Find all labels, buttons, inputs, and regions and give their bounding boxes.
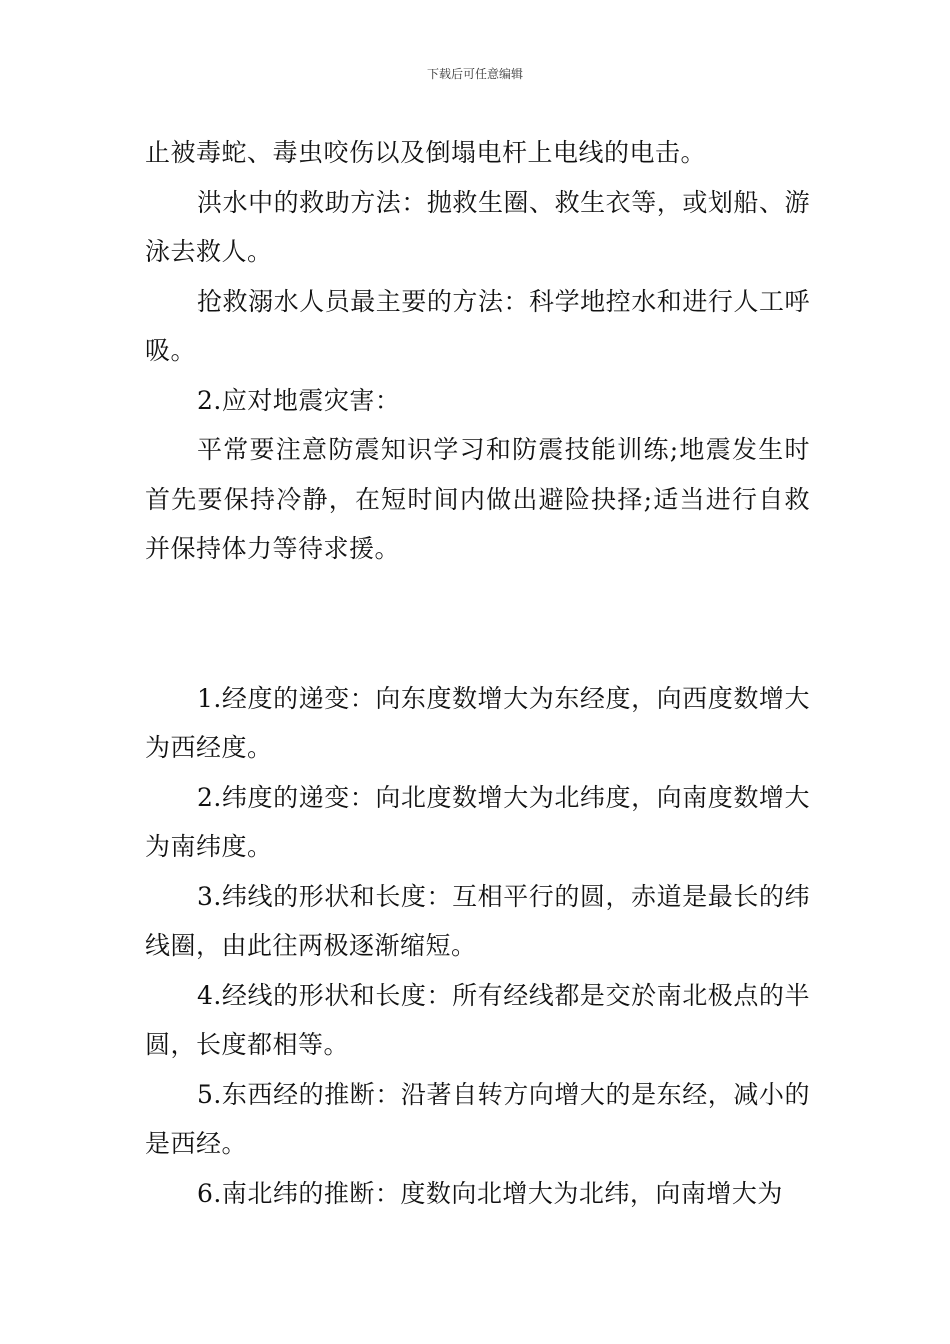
section-gap (145, 574, 810, 674)
paragraph-north-south-latitude: 6.南北纬的推断：度数向北增大为北纬，向南增大为 (197, 1178, 783, 1208)
paragraph-continuation: 止被毒蛇、毒虫咬伤以及倒塌电杆上电线的电击。 (145, 138, 707, 167)
paragraph-latitude-change: 2.纬度的递变：向北度数增大为北纬度，向南度数增大为南纬度。 (145, 782, 810, 861)
paragraph-earthquake-heading: 2.应对地震灾害： (197, 385, 401, 415)
paragraph-meridian-shape: 4.经线的形状和长度：所有经线都是交於南北极点的半圆，长度都相等。 (145, 980, 810, 1059)
paragraph-drowning-rescue: 抢救溺水人员最主要的方法：科学地控水和进行人工呼吸。 (145, 286, 810, 365)
paragraph-parallel-shape: 3.纬线的形状和长度：互相平行的圆，赤道是最长的纬线圈，由此往两极逐渐缩短。 (145, 881, 810, 960)
paragraph-earthquake-advice: 平常要注意防震知识学习和防震技能训练;地震发生时首先要保持冷静，在短时间内做出避险抉择;适当进行自救并保持体力等待求援。 (145, 435, 810, 563)
paragraph-flood-rescue: 洪水中的救助方法：抛救生圈、救生衣等，或划船、游泳去救人。 (145, 187, 810, 266)
page-header: 下载后可任意编辑 (426, 67, 523, 81)
paragraph-east-west-longitude: 5.东西经的推断：沿著自转方向增大的是东经，减小的是西经。 (145, 1079, 810, 1158)
paragraph-longitude-change: 1.经度的递变：向东度数增大为东经度，向西度数增大为西经度。 (145, 683, 810, 762)
document-body (145, 128, 810, 1218)
